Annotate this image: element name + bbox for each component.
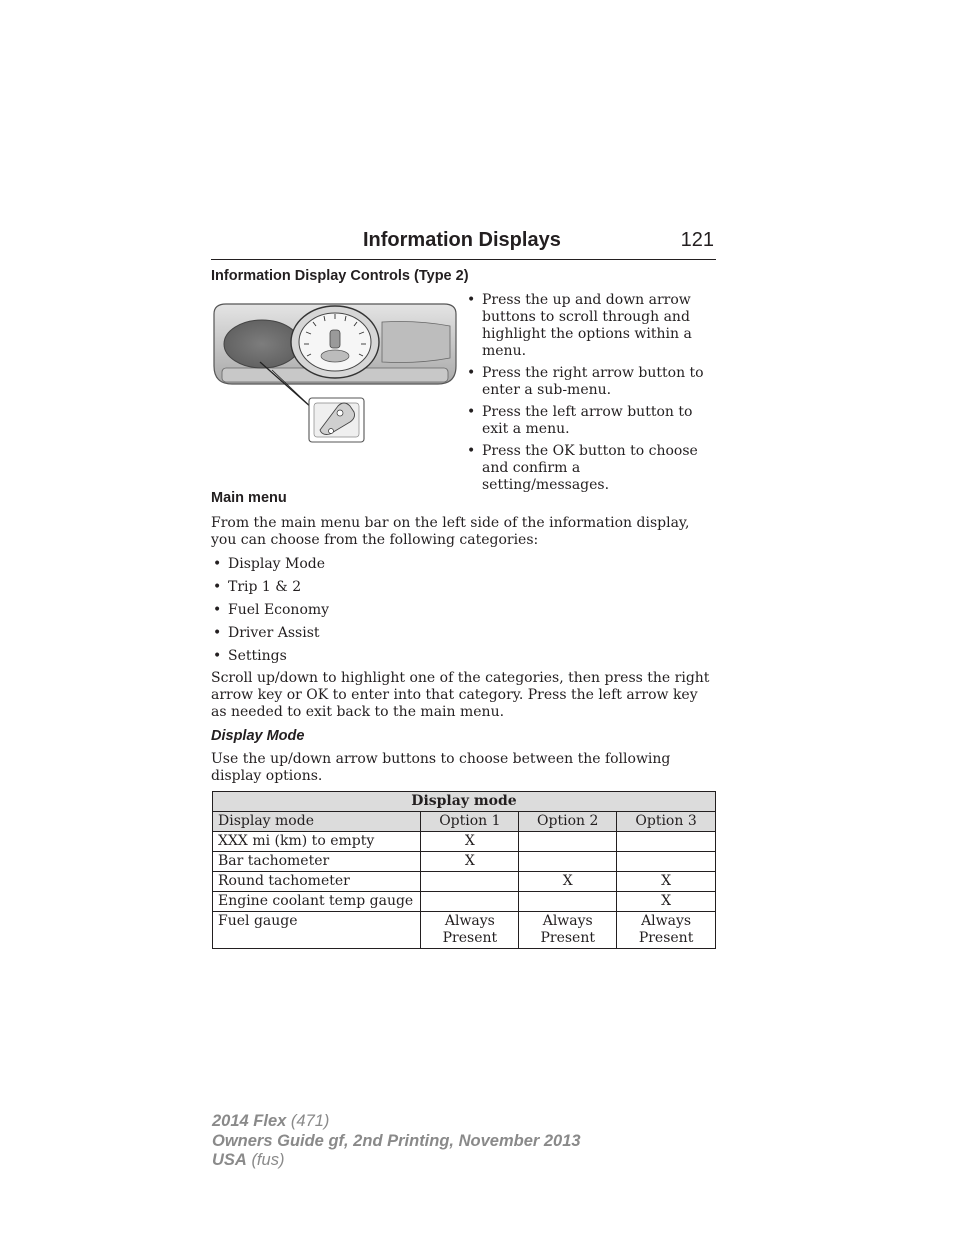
list-item: • Trip 1 & 2: [211, 579, 511, 596]
category-list: [211, 556, 511, 671]
table-cell: [519, 852, 617, 872]
list-item: • Press the OK button to choose and confirm a setting/messages.: [465, 443, 710, 494]
table-row: [213, 832, 716, 852]
footer-guide: Owners Guide gf, 2nd Printing, November 2013: [212, 1131, 581, 1150]
table-cell: [421, 892, 519, 912]
table-cell: [519, 832, 617, 852]
list-item: • Press the up and down arrow buttons to scroll through and highlight the options within a menu.: [465, 292, 710, 360]
column-header: Option 3: [617, 812, 716, 832]
footer: [212, 1112, 581, 1171]
main-menu-outro: Scroll up/down to highlight one of the categories, then press the right arrow key or OK to enter into that category. Press the left arrow key as needed to exit back to the main menu.: [211, 670, 710, 720]
table-cell: Round tachometer: [213, 872, 421, 892]
table-cell: [421, 872, 519, 892]
footer-model: 2014 Flex: [212, 1112, 287, 1130]
list-item: • Press the right arrow button to enter a sub-menu.: [465, 365, 710, 399]
footer-market: USA: [212, 1151, 247, 1169]
table-row: [213, 892, 716, 912]
table-cell: Engine coolant temp gauge: [213, 892, 421, 912]
table-cell: X: [421, 832, 519, 852]
table-cell: X: [421, 852, 519, 872]
controls-heading: Information Display Controls (Type 2): [211, 268, 469, 284]
list-item: • Press the left arrow button to exit a menu.: [465, 404, 710, 438]
section-title: Information Displays: [363, 229, 561, 251]
table-cell: [519, 892, 617, 912]
main-menu-intro: From the main menu bar on the left side of the information display, you can choose from the following categories:: [211, 515, 690, 548]
page-number: 121: [680, 229, 714, 251]
table-cell: X: [617, 872, 716, 892]
table-row: [213, 872, 716, 892]
table-cell: [617, 832, 716, 852]
table-row: [213, 852, 716, 872]
footer-market-line: [212, 1151, 581, 1171]
main-menu-heading: Main menu: [211, 490, 287, 506]
table-cell: X: [519, 872, 617, 892]
list-item: • Display Mode: [211, 556, 511, 573]
table-cell: Always Present: [519, 912, 617, 949]
list-item: • Settings: [211, 648, 511, 665]
table-cell: [617, 852, 716, 872]
footer-market-code: (fus): [251, 1151, 285, 1169]
table-cell: Bar tachometer: [213, 852, 421, 872]
table-row: [213, 912, 716, 949]
table-cell: Always Present: [421, 912, 519, 949]
instrument-cluster-illustration: [212, 296, 458, 446]
column-header: Display mode: [213, 812, 421, 832]
footer-guide-line: [212, 1132, 581, 1152]
table-cell: X: [617, 892, 716, 912]
display-mode-table: [212, 791, 716, 949]
table-cell: Fuel gauge: [213, 912, 421, 949]
table-cell: Always Present: [617, 912, 716, 949]
column-header: Option 2: [519, 812, 617, 832]
footer-model-line: [212, 1112, 581, 1132]
list-item: • Fuel Economy: [211, 602, 511, 619]
header-rule: [211, 259, 716, 260]
column-header: Option 1: [421, 812, 519, 832]
controls-bullet-list: [465, 292, 710, 499]
table-header-row: [213, 812, 716, 832]
list-item: • Driver Assist: [211, 625, 511, 642]
display-mode-intro: Use the up/down arrow buttons to choose between the following display options.: [211, 751, 671, 784]
display-mode-heading: Display Mode: [211, 728, 305, 744]
footer-model-code: (471): [290, 1112, 330, 1130]
table-caption: Display mode: [213, 792, 716, 812]
table-cell: XXX mi (km) to empty: [213, 832, 421, 852]
